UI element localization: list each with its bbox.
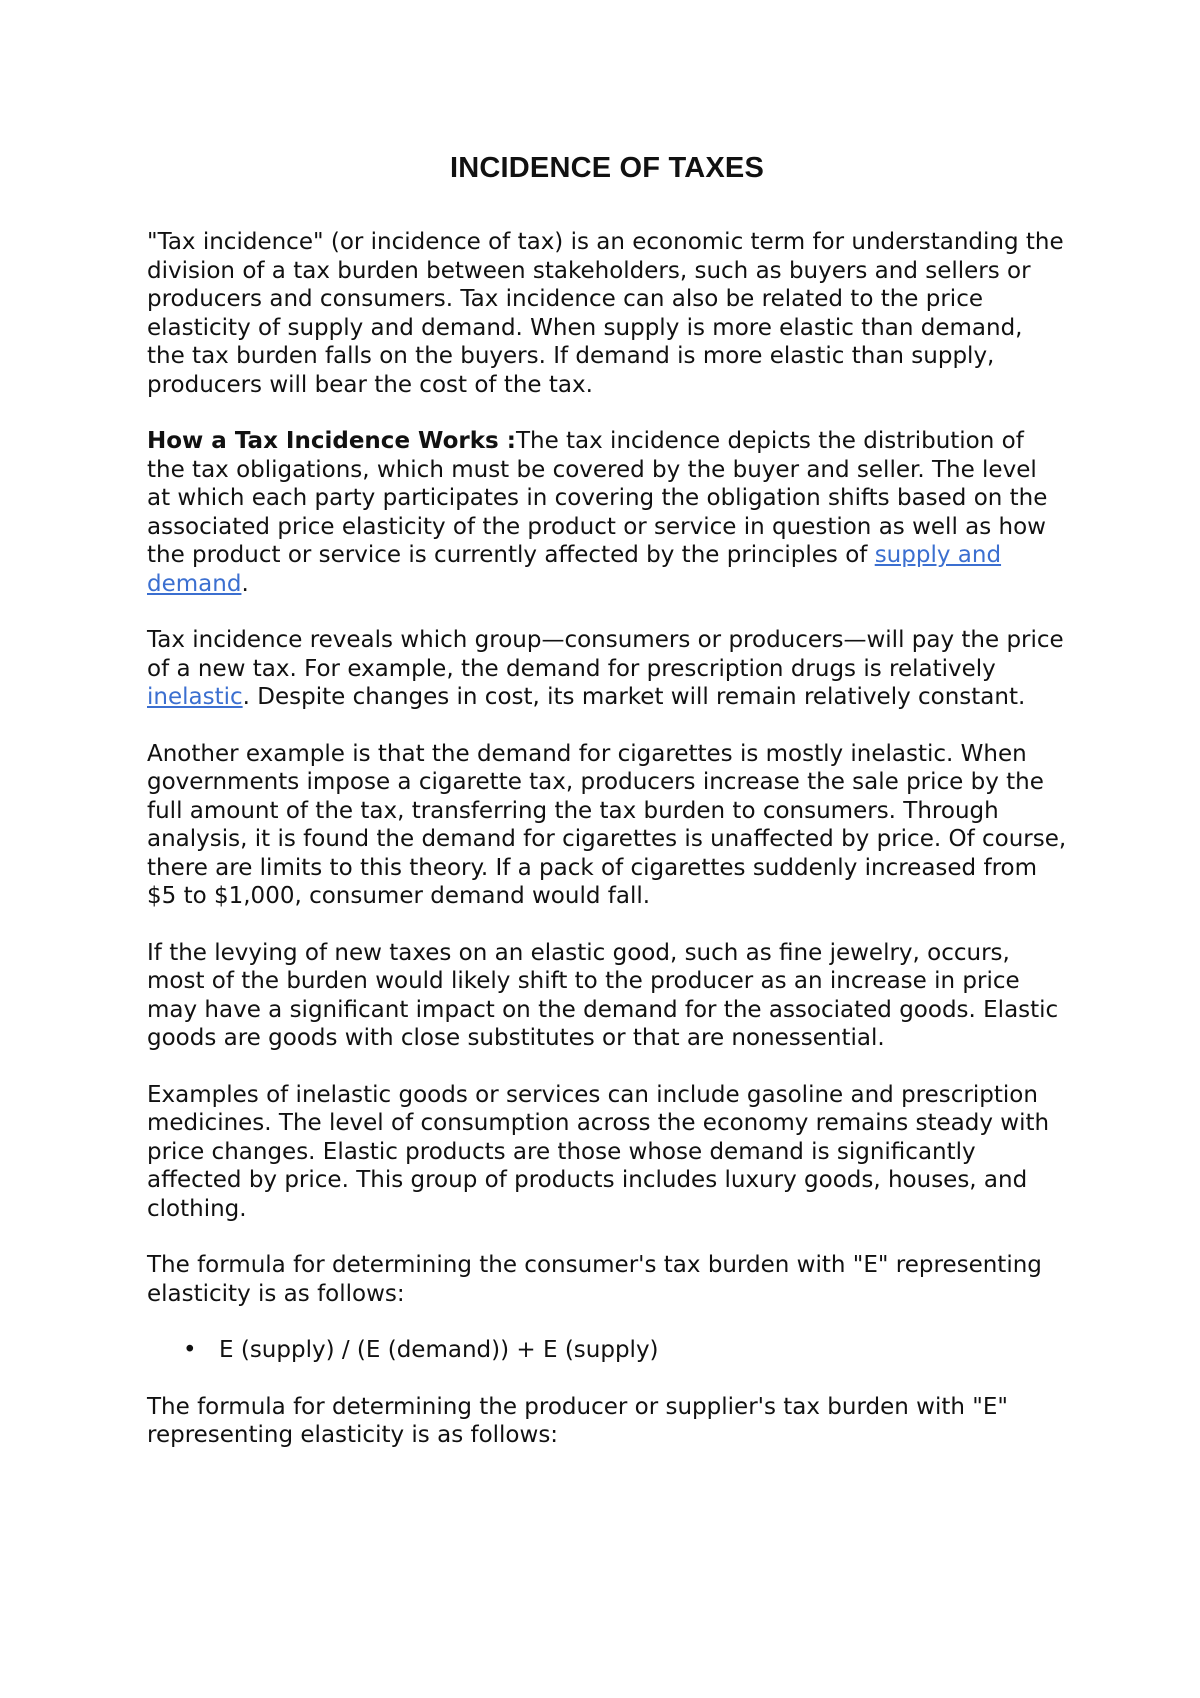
paragraph-elastic-good: If the levying of new taxes on an elastic good, such as fine jewelry, occurs, most of the burden would likely shift to the producer as an increase in price may have a significant impact on the demand for the associated goods. Elastic goods are goods with close substitutes or that are nonessential.: [147, 939, 1059, 1051]
paragraph-inelastic-examples: Examples of inelastic goods or services can include gasoline and prescription medicines. The level of consumption across the economy remains steady with price changes. Elastic products are those whose demand is significantly affected by price. This group of products includes luxury goods, houses, and clothing.: [147, 1081, 1050, 1222]
paragraph-cigarettes: Another example is that the demand for cigarettes is mostly inelastic. When governments impose a cigarette tax, producers increase the sale price by the full amount of the tax, transferring the tax burden to consumers. Through analysis, it is found the demand for cigarettes is unaffected by price. Of course, there are limits to this theory. If a pack of cigarettes suddenly increased from $5 to $1,000, consumer demand would fall.: [147, 740, 1067, 909]
list-item: [183, 1336, 1067, 1365]
paragraph-reveals: [147, 626, 1067, 712]
formula-list: [147, 1336, 1067, 1365]
paragraph-how-it-works: [147, 427, 1067, 598]
paragraph-reveals-end: . Despite changes in cost, its market will remain relatively constant.: [242, 684, 1026, 710]
bullet-icon: •: [183, 1337, 197, 1363]
section-heading-how-it-works: How a Tax Incidence Works :: [147, 428, 516, 454]
paragraph-how-it-works-text: The tax incidence depicts the distribution of the tax obligations, which must be covered by the buyer and seller. The level at which each party participates in covering the obligation shifts based on the associated price elasticity of the product or service in question as well as how the product or service is currently affected by the principles of: [147, 428, 1048, 568]
paragraph-how-it-works-end: .: [241, 570, 249, 597]
paragraph-consumer-formula-intro: The formula for determining the consumer's tax burden with "E" representing elasticity is as follows:: [147, 1252, 1042, 1307]
document-body: [147, 150, 1067, 1478]
paragraph-reveals-text: Tax incidence reveals which group—consumers or producers—will pay the price of a new tax. For example, the demand for prescription drugs is relatively: [147, 627, 1064, 682]
supply-and-demand-link[interactable]: supply and demand: [147, 542, 1002, 597]
inelastic-link[interactable]: inelastic: [147, 684, 243, 710]
paragraph-producer-formula-intro: The formula for determining the producer or supplier's tax burden with "E" representing elasticity is as follows:: [147, 1393, 1008, 1448]
document-title: INCIDENCE OF TAXES: [449, 152, 765, 184]
consumer-formula: E (supply) / (E (demand)) + E (supply): [219, 1337, 659, 1363]
paragraph-definition: "Tax incidence" (or incidence of tax) is an economic term for understanding the division of a tax burden between stakeholders, such as buyers and sellers or producers and consumers. Tax incidence can also be related to the price elasticity of supply and demand. When supply is more elastic than demand, the tax burden falls on the buyers. If demand is more elastic than supply, producers will bear the cost of the tax.: [147, 229, 1064, 398]
